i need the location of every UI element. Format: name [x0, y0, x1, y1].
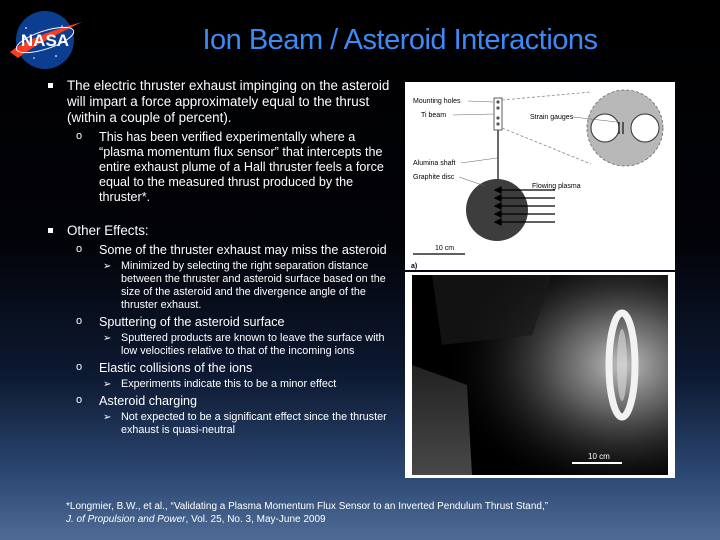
graphite-disc	[466, 179, 528, 241]
sub-bullet-charging: o Asteroid charging	[48, 394, 393, 409]
label-strain-gauges: Strain gauges	[530, 114, 574, 121]
label-alumina-shaft: Alumina shaft	[413, 160, 456, 167]
scale-bottom: 10 cm	[588, 452, 610, 461]
footnote-journal: J. of Propulsion and Power	[66, 514, 186, 525]
footnote-line1: *Longmier, B.W., et al., “Validating a Plasma Momentum Flux Sensor to an Inverted Pendulum Thrust Stand,”	[66, 501, 549, 512]
nasa-logo	[6, 8, 84, 72]
slide-title: Ion Beam / Asteroid Interactions	[202, 24, 598, 56]
detail-minimized: ➢ Minimized by selecting the right separation distance between the thruster and asteroid surface based on the size of the asteroid and the divergence angle of the thruster exhaust.	[48, 260, 393, 312]
label-graphite-disc: Graphite disc	[413, 174, 455, 181]
nasa-logo-text: NASA	[20, 31, 70, 50]
plasma-photo-frame	[405, 272, 675, 478]
bullet-thrust-force: The electric thruster exhaust impinging on the asteroid will impart a force approximately equal to the thrust (within a couple of percent).	[48, 78, 393, 126]
label-ti-beam: Ti beam	[421, 112, 447, 119]
bullet-list	[48, 78, 393, 437]
plasma-photo	[412, 275, 668, 475]
detail-quasi-neutral: ➢ Not expected to be a significant effect since the thruster exhaust is quasi-neutral	[48, 411, 393, 437]
bullet-other-effects: Other Effects:	[48, 223, 393, 239]
sub-bullet-sputtering: o Sputtering of the asteroid surface	[48, 315, 393, 330]
sensor-diagram	[405, 82, 675, 270]
footnote-volume: , Vol. 25, No. 3, May-June 2009	[185, 514, 326, 525]
sub-bullet-verified: o This has been verified experimentally where a “plasma momentum flux sensor” that intercepts the entire exhaust plume of a Hall thruster feels a force equal to the measured thrust produced by the thruster*.	[48, 130, 393, 205]
sub-bullet-elastic: o Elastic collisions of the ions	[48, 361, 393, 376]
detail-sputtered: ➢ Sputtered products are known to leave the surface with low velocities relative to that of the incoming ions	[48, 332, 393, 358]
sub-bullet-miss: o Some of the thruster exhaust may miss the asteroid	[48, 243, 393, 258]
detail-experiments: ➢ Experiments indicate this to be a minor effect	[48, 378, 393, 391]
label-mounting-holes: Mounting holes	[413, 98, 461, 105]
panel-label-a: a)	[411, 263, 418, 270]
label-flowing-plasma: Flowing plasma	[532, 183, 581, 190]
scale-top: 10 cm	[435, 245, 455, 252]
footnote	[66, 500, 686, 526]
